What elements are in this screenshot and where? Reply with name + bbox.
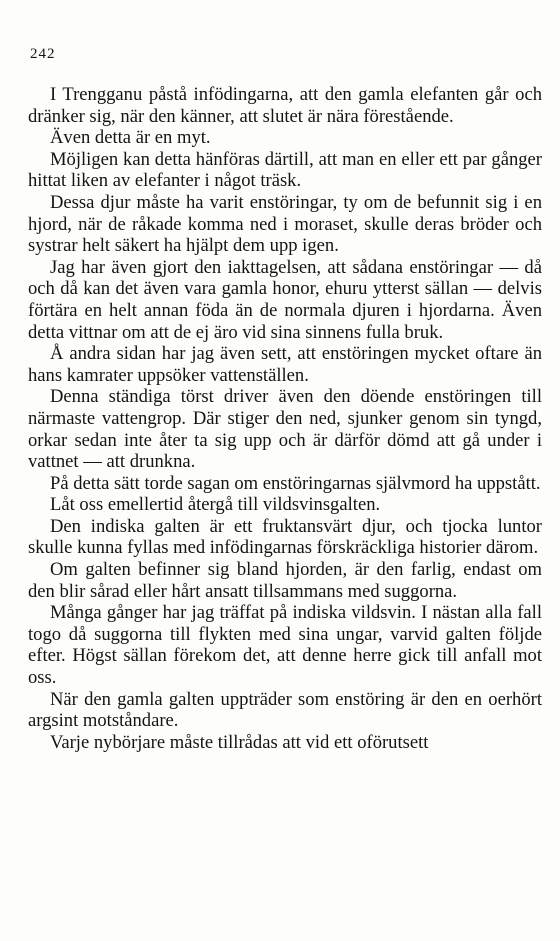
paragraph: Varje nybörjare måste tillrådas att vid ett oförutsett [50,731,429,753]
paragraph: Denna ständiga törst driver även den döende enstöringen till närmaste vattengrop. Där stiger den ned, sjunker genom sin tyngd, orkar sedan inte åter ta sig upp och är därför dömd att gå under i vattnet — att drunkna. [28,386,542,473]
paragraph: Möjligen kan detta hänföras därtill, att man en eller ett par gånger hittat liken av elefanter i något träsk. [28,148,542,192]
paragraph: På detta sätt torde sagan om enstöringarnas självmord ha uppstått. [50,472,541,494]
paragraph: Även detta är en myt. [50,127,211,149]
body-text [28,84,542,753]
page-number: 242 [30,46,56,62]
paragraph: Om galten befinner sig bland hjorden, är den farlig, endast om den blir sårad eller hårt ansatt tillsammans med suggorna. [28,559,542,602]
paragraph: Dessa djur måste ha varit enstöringar, ty om de befunnit sig i en hjord, när de råkade komma ned i moraset, skulle deras bröder och systrar helt säkert ha hjälpt dem upp igen. [28,191,542,257]
paragraph: Å andra sidan har jag även sett, att enstöringen mycket oftare än hans kamrater uppsöker vattenställen. [28,343,542,386]
paragraph: Många gånger har jag träffat på indiska vildsvin. I nästan alla fall togo då suggorna till flykten med sina ungar, varvid galten följde efter. Högst sällan förekom det, att denne herre gick till anfall mot oss. [28,602,542,689]
paragraph: I Trengganu påstå infödingarna, att den gamla elefanten går och dränker sig, när den känner, att slutet är nära förestående. [28,84,542,127]
paragraph: Den indiska galten är ett fruktansvärt djur, och tjocka luntor skulle kunna fyllas med infödingarnas förskräckliga historier därom. [28,515,542,559]
paragraph: Jag har även gjort den iakttagelsen, att sådana enstöringar — då och då kan det även vara gamla honor, ehuru ytterst sällan — delvis förtära en helt annan föda än de normala djuren i hjordarna. Även detta vittnar om att de ej äro vid sina sinnens fulla bruk. [28,256,542,343]
paragraph: När den gamla galten uppträder som enstöring är den en oerhört argsint motståndare. [28,688,542,732]
paragraph: Låt oss emellertid återgå till vildsvinsgalten. [50,494,381,516]
